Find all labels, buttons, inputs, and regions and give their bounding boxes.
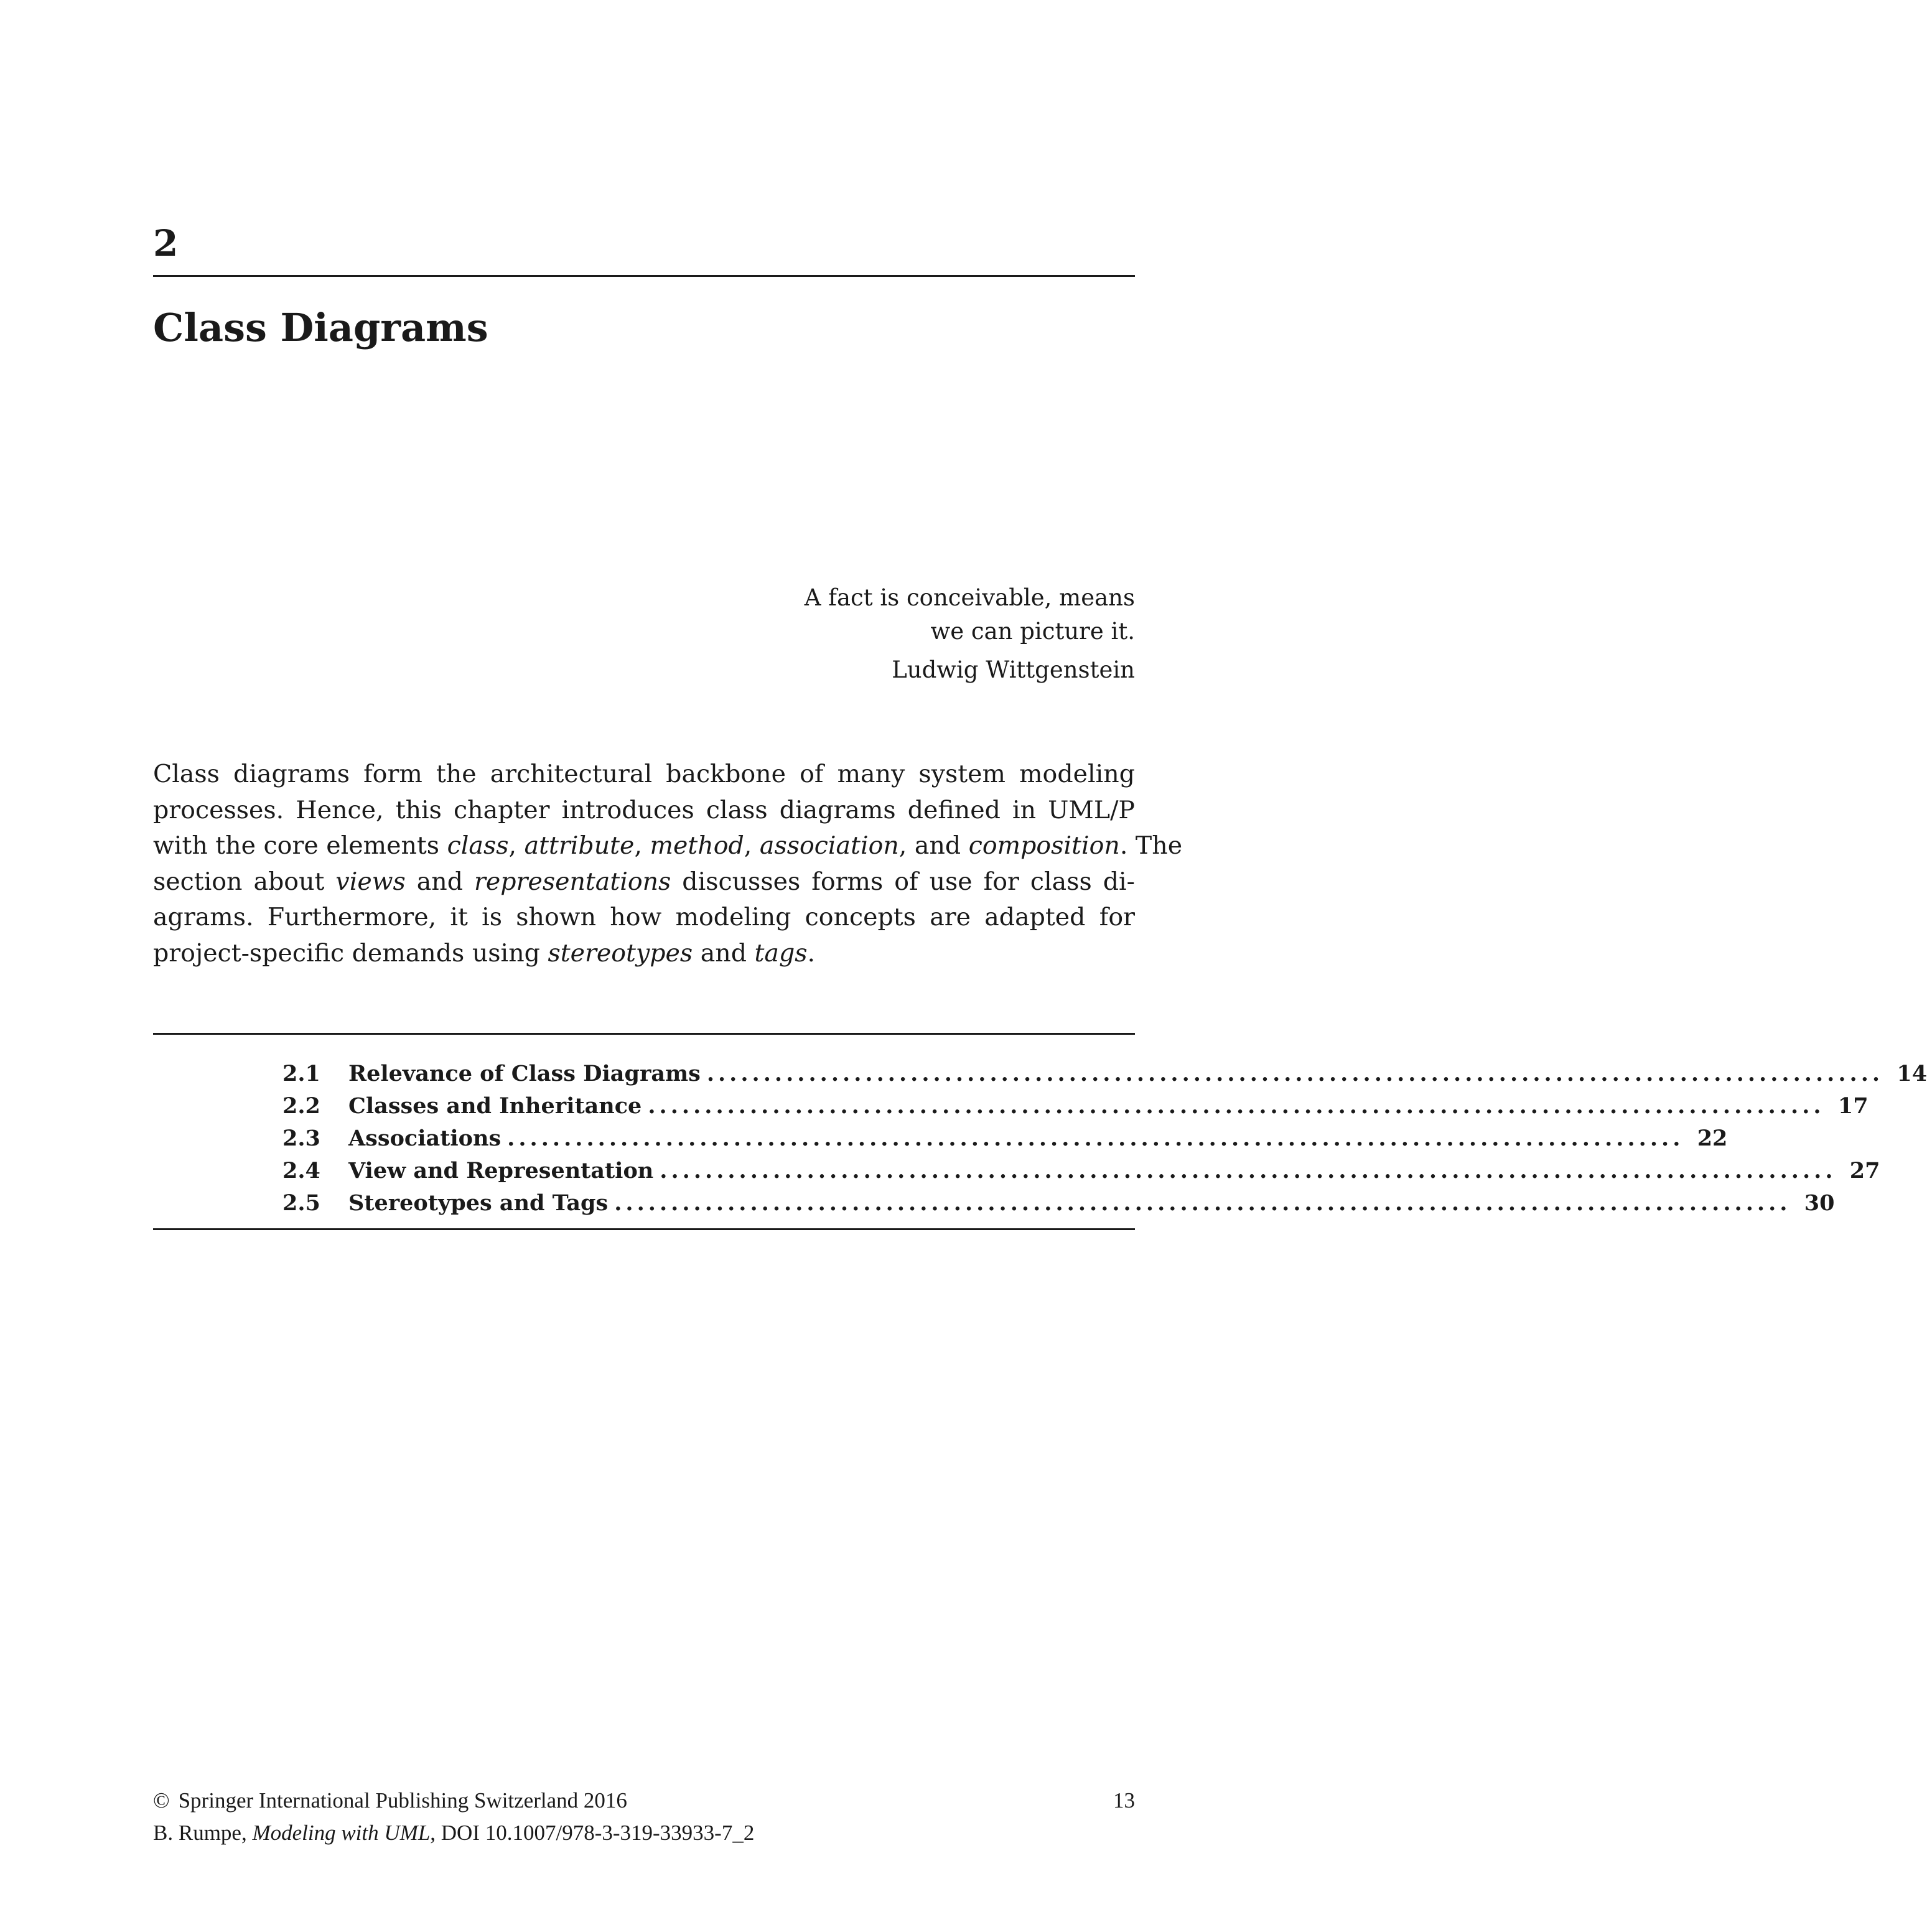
abstract-line	[153, 936, 1135, 972]
abstract-line: agrams. Furthermore, it is shown how modeling concepts are adapted for	[153, 903, 1135, 931]
footer-citation-row	[153, 1817, 1135, 1849]
text-fragment: and	[405, 867, 475, 896]
toc-entry[interactable]	[282, 1122, 1728, 1155]
citation-book-title: Modeling with UML	[252, 1821, 431, 1845]
chapter-number: 2	[153, 222, 179, 264]
toc-leader-dots: ........................................................................................................	[660, 1158, 1837, 1183]
term-representations: representations	[474, 867, 671, 896]
toc-section-title: Classes and Inheritance	[348, 1093, 642, 1119]
toc-section-number: 2.4	[282, 1158, 320, 1183]
toc-leader-dots: ........................................................................................................	[648, 1093, 1825, 1119]
abstract-line	[153, 864, 1135, 900]
text-fragment: , and	[898, 831, 969, 860]
epigraph-author: Ludwig Wittgenstein	[892, 656, 1135, 683]
text-fragment: .	[807, 938, 816, 968]
toc-section-number: 2.2	[282, 1093, 320, 1119]
copyright-line	[153, 1785, 627, 1817]
term-attribute: attribute	[524, 831, 635, 860]
term-association: association	[759, 831, 899, 860]
toc-section-title: View and Representation	[348, 1158, 654, 1183]
epigraph-line-1: A fact is conceivable, means	[804, 584, 1135, 611]
toc-section-number: 2.5	[282, 1190, 320, 1216]
text-fragment: ,	[744, 831, 760, 860]
footer-copyright-row	[153, 1785, 1135, 1817]
term-views: views	[335, 867, 406, 896]
text-fragment: ,	[508, 831, 525, 860]
toc-entry[interactable]	[282, 1187, 1835, 1220]
text-fragment: . The	[1119, 831, 1183, 860]
table-of-contents	[282, 1058, 1927, 1220]
abstract-line	[153, 828, 1183, 864]
toc-page-number: 17	[1837, 1093, 1869, 1119]
copyright-icon: ©	[153, 1788, 170, 1813]
citation-doi[interactable]: , DOI 10.1007/978-3-319-33933-7_2	[430, 1821, 755, 1845]
toc-leader-dots: ........................................................................................................	[706, 1061, 1884, 1086]
epigraph-line-2: we can picture it.	[930, 618, 1135, 645]
toc-entry[interactable]	[282, 1155, 1880, 1187]
toc-section-title: Relevance of Class Diagrams	[348, 1061, 701, 1086]
chapter-rule	[153, 275, 1135, 277]
toc-top-rule	[153, 1033, 1135, 1035]
term-stereotypes: stereotypes	[548, 938, 693, 968]
chapter-abstract	[153, 757, 1183, 971]
toc-section-number: 2.1	[282, 1061, 320, 1086]
chapter-title: Class Diagrams	[153, 305, 488, 350]
toc-leader-dots: ........................................................................................................	[614, 1190, 1791, 1216]
citation-author: B. Rumpe,	[153, 1821, 253, 1845]
term-method: method	[650, 831, 744, 860]
term-composition: composition	[968, 831, 1120, 860]
text-fragment: section about	[153, 867, 336, 896]
abstract-line: processes. Hence, this chapter introduces class diagrams defined in UML/P	[153, 795, 1135, 824]
toc-section-title: Associations	[348, 1126, 502, 1151]
publisher-text: Springer International Publishing Switzerland 2016	[178, 1788, 627, 1813]
toc-leader-dots: ........................................................................................................	[507, 1126, 1684, 1151]
page-footer	[153, 1785, 1135, 1849]
toc-page-number: 22	[1697, 1126, 1728, 1151]
toc-section-number: 2.3	[282, 1126, 320, 1151]
page-number: 13	[1113, 1788, 1135, 1813]
toc-bottom-rule	[153, 1228, 1135, 1230]
toc-entry[interactable]	[282, 1090, 1869, 1122]
text-fragment: with the core elements	[153, 831, 447, 860]
citation-line	[153, 1817, 754, 1849]
toc-page-number: 30	[1804, 1190, 1835, 1216]
term-class: class	[447, 831, 509, 860]
abstract-line: Class diagrams form the architectural backbone of many system modeling	[153, 760, 1135, 788]
toc-entry[interactable]	[282, 1058, 1927, 1090]
toc-page-number: 27	[1849, 1158, 1880, 1183]
toc-section-title: Stereotypes and Tags	[348, 1190, 609, 1216]
text-fragment: discusses forms of use for class di-	[671, 867, 1135, 896]
text-fragment: and	[693, 938, 755, 968]
epigraph	[737, 581, 1135, 687]
term-tags: tags	[754, 938, 808, 968]
text-fragment: project-specific demands using	[153, 938, 548, 968]
text-fragment: ,	[634, 831, 650, 860]
toc-page-number: 14	[1897, 1061, 1927, 1086]
